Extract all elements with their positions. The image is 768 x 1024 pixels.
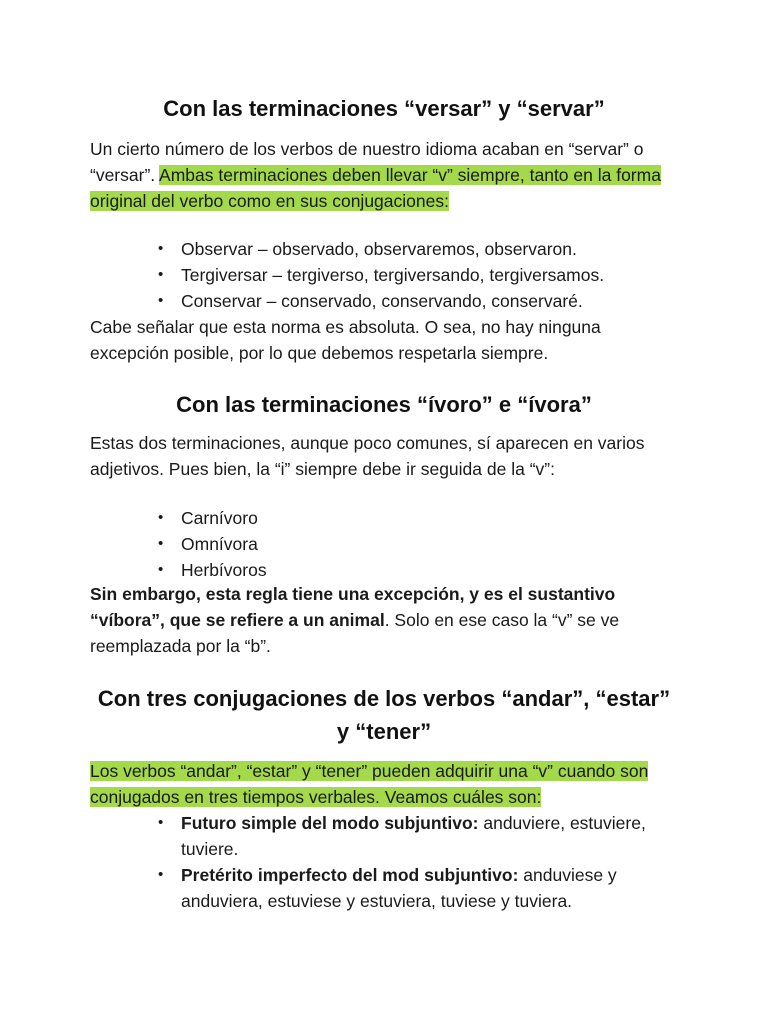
list-item: • Conservar – conservado, conservando, conservaré. — [181, 288, 678, 314]
list-item — [181, 810, 678, 862]
list-item-label: Pretérito imperfecto del mod subjuntivo: — [181, 865, 519, 885]
paragraph-text: . Solo en ese caso la “v” se ve reemplazada por la “b”. — [90, 610, 620, 656]
list-item-text: anduviese y anduviera, estuviese y estuviera, tuviese y tuviera. — [181, 865, 617, 911]
bold-text: Sin embargo, esta regla tiene una excepción, y es el sustantivo “víbora”, que se refiere a un animal — [90, 584, 616, 630]
conjugation-list — [90, 810, 678, 914]
section-paragraph-andar-estar-tener — [90, 758, 678, 810]
list-item: • Carnívoro — [181, 505, 678, 531]
list-item: • Tergiversar – tergiverso, tergiversando, tergiversamos. — [181, 262, 678, 288]
list-item-label: Futuro simple del modo subjuntivo: — [181, 813, 479, 833]
example-list-versar-servar — [90, 236, 678, 314]
example-list-ivoro-ivora — [90, 505, 678, 583]
section-title-versar-servar: Con las terminaciones “versar” y “servar” — [163, 96, 605, 121]
section-title-ivoro-ivora: Con las terminaciones “ívoro” e “ívora” — [176, 392, 592, 417]
list-item — [181, 862, 678, 914]
list-item: • Herbívoros — [181, 557, 678, 583]
section-note-versar-servar: Cabe señalar que esta norma es absoluta. O sea, no hay ninguna excepción posible, por lo que debemos respetarla siempre. — [90, 317, 601, 363]
highlighted-text: Los verbos “andar”, “estar” y “tener” pueden adquirir una “v” cuando son conjugados en tres tiempos verbales. Veamos cuáles son: — [90, 761, 649, 807]
section-title-andar-estar-tener: Con tres conjugaciones de los verbos “andar”, “estar” y “tener” — [97, 686, 671, 744]
section-note-ivoro-ivora — [90, 581, 678, 659]
section-paragraph-versar-servar — [90, 136, 678, 214]
list-item: • Omnívora — [181, 531, 678, 557]
paragraph-text: Un cierto número de los verbos de nuestro idioma acaban en “servar” o “versar”. — [90, 139, 644, 185]
section-paragraph-ivoro-ivora: Estas dos terminaciones, aunque poco comunes, sí aparecen en varios adjetivos. Pues bien, la “i” siempre debe ir seguida de la “v”: — [90, 433, 645, 479]
list-item-text: anduviere, estuviere, tuviere. — [181, 813, 646, 859]
list-item: • Observar – observado, observaremos, observaron. — [181, 236, 678, 262]
highlighted-text: Ambas terminaciones deben llevar “v” siempre, tanto en la forma original del verbo como en sus conjugaciones: — [90, 165, 661, 211]
